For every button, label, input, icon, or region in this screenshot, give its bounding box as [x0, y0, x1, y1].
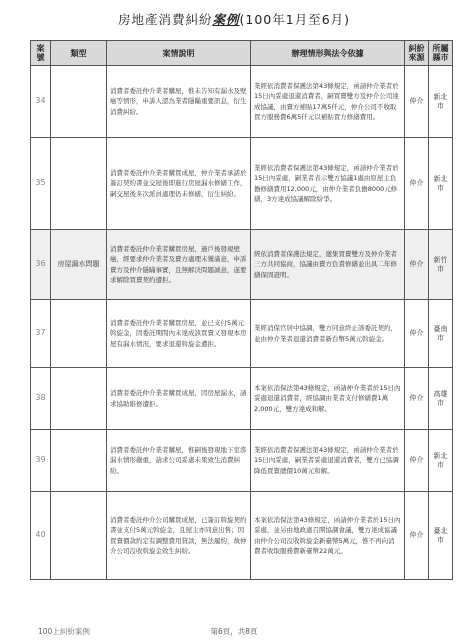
- table-header-row: [31, 41, 453, 66]
- cases-table: [30, 40, 453, 580]
- case-source: 仲介: [405, 230, 429, 300]
- case-number: 39: [31, 430, 51, 492]
- case-source: 仲介: [405, 66, 429, 138]
- header-type: 類型: [51, 41, 107, 66]
- header-result: 辦理情形與法令依據: [251, 41, 405, 66]
- case-number: 35: [31, 138, 51, 230]
- case-description: 消費者委託仲介業者購屋，惟未告知有漏水及壁癌等情形，申訴人認為業者隱瞞重要訊息，衍生消費糾紛。: [107, 66, 251, 138]
- case-description: 消費者委託仲介業者購買房屋，過戶後發現壁癌，經要求仲介業者及賣方處理未獲滿意，申訴賣方及仲介隱瞞事實，且無解決問題誠意，遂要求解除買賣契約遭拒。: [107, 230, 251, 300]
- case-source: 仲介: [405, 138, 429, 230]
- case-type: [51, 492, 107, 580]
- case-type: 房屋漏水問題: [51, 230, 107, 300]
- case-type: [51, 138, 107, 230]
- case-source: 仲介: [405, 430, 429, 492]
- case-source: 仲介: [405, 492, 429, 580]
- case-type: [51, 66, 107, 138]
- case-result: 本案依消保法第43條規定，函請仲介業者於15日內妥處，並另由地政處召開協調會議，雙方達成協議由仲介公司沒收斡旋金新臺幣5萬元，惟不再向消費者收取服務費新臺幣22萬元。: [251, 492, 405, 580]
- header-source: 糾紛來源: [405, 41, 429, 66]
- table-row: [31, 368, 453, 430]
- case-number: 34: [31, 66, 51, 138]
- header-city: 所屬縣市: [429, 41, 453, 66]
- table-row: [31, 230, 453, 300]
- case-city: 新竹市: [429, 230, 453, 300]
- table-row: [31, 66, 453, 138]
- case-number: 40: [31, 492, 51, 580]
- table-row: [31, 492, 453, 580]
- case-city: 高雄市: [429, 368, 453, 430]
- case-type: [51, 300, 107, 368]
- case-source: 仲介: [405, 368, 429, 430]
- case-number: 38: [31, 368, 51, 430]
- case-type: [51, 368, 107, 430]
- case-result: 業經消保官居中協調，雙方同意終止該委託契約，並由仲介業者退還消費者新台幣5萬元斡旋金。: [251, 300, 405, 368]
- case-city: 臺北市: [429, 492, 453, 580]
- case-city: 新北市: [429, 138, 453, 230]
- case-type: [51, 430, 107, 492]
- case-number: 36: [31, 230, 51, 300]
- case-result: 經依消費者保護法規定，邀集買賣雙方及仲介業者三方共同協商，協議由賣方負責修繕並出具二年修繕保固證明。: [251, 230, 405, 300]
- case-source: 仲介: [405, 300, 429, 368]
- table-row: [31, 138, 453, 230]
- case-result: 業經依消費者保護法第43條規定，函請仲介業者於15日內妥處退還消費者，嗣買賣雙方及仲介公司達成協議，由賣方補貼17萬5仟元，仲介公司不收取買方服務費6萬5仟元以補貼買方修繕費用。: [251, 66, 405, 138]
- case-city: 新北市: [429, 66, 453, 138]
- table-row: [31, 430, 453, 492]
- case-city: 新北市: [429, 430, 453, 492]
- case-description: 消費者委託仲介公司購買成屋，已簽訂斡旋契約書並支付5萬元斡旋金，且屋主亦同意出售；因買賣價款約定有調整費用貸款，無法履約，故仲介公司沒收斡旋金致生糾紛。: [107, 492, 251, 580]
- case-result: 本案依消保法第43條規定，函請仲介業者於15日內妥處退還消費者，經協調由業者支付修繕費1萬2,000元，雙方達成和解。: [251, 368, 405, 430]
- header-desc: 案情說明: [107, 41, 251, 66]
- table-row: [31, 300, 453, 368]
- header-no: 案號: [31, 41, 51, 66]
- case-result: 業經依消費者保護法第43條規定，函請仲介業者於15日內妥處，嗣業者妥處退還消費者，雙方已協調降低買賣總價10萬元和解。: [251, 430, 405, 492]
- case-description: 消費者委託仲介業者購屋，惟嗣後發現地下室滲漏水情形嚴重，請求公司妥處未果致生消費糾紛。: [107, 430, 251, 492]
- title-emphasis: 案例: [212, 12, 240, 27]
- case-result: 業經依消費者保護法第43條規定，函請仲介業者於15日內妥處，嗣業者表示雙方協議1處由原屋主負擔修繕費用12,000元，由仲介業者負擔8000元修繕，3方達成協議解除紛爭。: [251, 138, 405, 230]
- case-description: 消費者委託仲介業者購買成屋，因房屋漏水，請求協助維修遭拒。: [107, 368, 251, 430]
- case-description: 消費者委託仲介業者購買房屋，並已支付5萬元斡旋金，因委託期間內未達成該買賣又發現本房屋有漏水情況，要求退還斡旋金遭拒。: [107, 300, 251, 368]
- footer-page-number: 第6頁，共8頁: [210, 627, 258, 636]
- case-number: 37: [31, 300, 51, 368]
- title-main: 房地產消費糾紛: [117, 12, 213, 27]
- case-description: 消費者委託仲介業者購買成屋，仲介業者承諾於簽訂契約書並交屋後即進行房屋漏水修繕工作，嗣交屋後多次派員處理仍未修繕，衍生糾紛。: [107, 138, 251, 230]
- page-title: [0, 10, 468, 28]
- title-period: (100年1月至6月): [239, 12, 351, 27]
- footer-document-name: 100上糾紛案例: [38, 627, 90, 636]
- case-city: 臺南市: [429, 300, 453, 368]
